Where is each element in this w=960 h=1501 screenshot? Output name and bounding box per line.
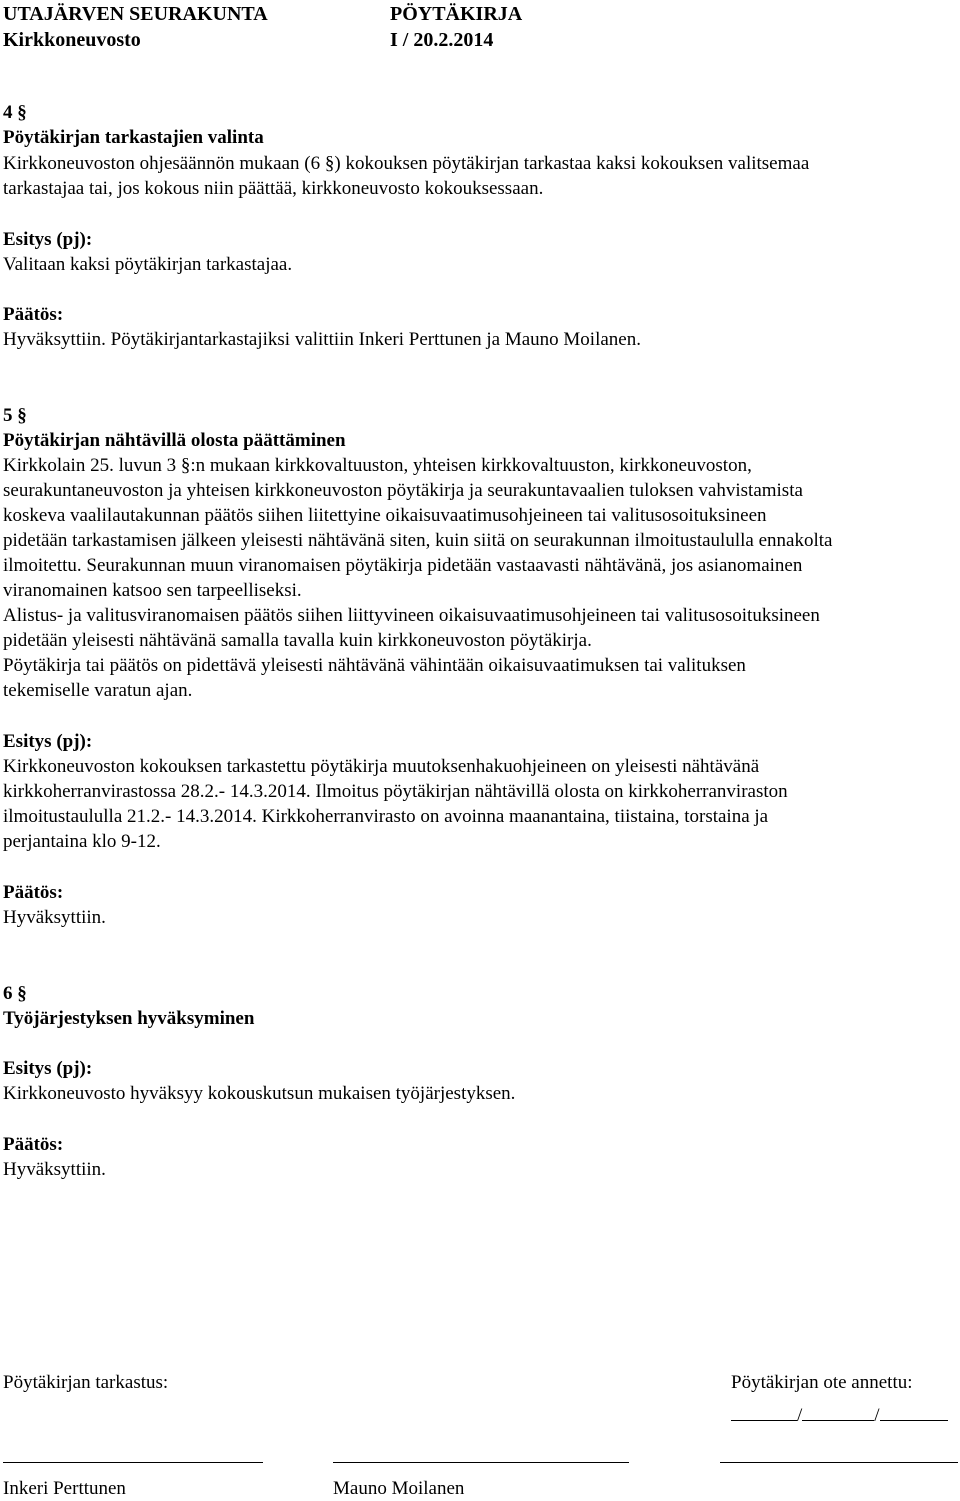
date-day-blank (731, 1406, 797, 1421)
section-paragraph-line: pidetään tarkastamisen jälkeen yleisesti nähtävänä siten, kuin siitä on seurakunnan ilmoitustaululla ennakolta (3, 530, 833, 551)
proposal-text: kirkkoherranvirastossa 28.2.- 14.3.2014. Ilmoitus pöytäkirjan nähtävillä olosta on kirkkoherranviraston (3, 781, 788, 802)
date-year-blank (880, 1406, 948, 1421)
org-name: UTAJÄRVEN SEURAKUNTA (3, 3, 268, 25)
proposal-text: Kirkkoneuvoston kokouksen tarkastettu pöytäkirja muutoksenhakuohjeineen on yleisesti nähtävänä (3, 756, 760, 777)
section-number: 4 § (3, 102, 27, 123)
date-separator: / (797, 1405, 803, 1426)
section-paragraph-line: tarkastajaa tai, jos kokous niin päättää, kirkkoneuvosto kokouksessaan. (3, 178, 544, 199)
section-paragraph-line: Alistus- ja valitusviranomaisen päätös siihen liittyvineen oikaisuvaatimusohjeineen tai valitusosoituksineen (3, 605, 820, 626)
review-label: Pöytäkirjan tarkastus: (3, 1372, 169, 1393)
decision-label: Päätös: (3, 882, 64, 903)
section-title: Pöytäkirjan tarkastajien valinta (3, 127, 264, 148)
section-paragraph-line: seurakuntaneuvoston ja yhteisen kirkkoneuvoston pöytäkirja ja seurakuntavaalien tuloksen vahvistamista (3, 480, 803, 501)
decision-label: Päätös: (3, 1134, 64, 1155)
proposal-text: ilmoitustaululla 21.2.- 14.3.2014. Kirkkoherranvirasto on avoinna maanantaina, tiistaina, torstaina ja (3, 806, 769, 827)
signature-line-2 (333, 1462, 629, 1463)
section-paragraph-line: Pöytäkirja tai päätös on pidettävä yleisesti nähtävänä vähintään oikaisuvaatimuksen tai valituksen (3, 655, 746, 676)
signer-1-name: Inkeri Perttunen (3, 1478, 126, 1499)
decision-label: Päätös: (3, 304, 64, 325)
section-paragraph-line: viranomainen katsoo sen tarpeelliseksi. (3, 580, 302, 601)
signature-line-1 (3, 1462, 263, 1463)
date-separator: / (874, 1405, 880, 1426)
proposal-text: perjantaina klo 9-12. (3, 831, 161, 852)
signature-line-3 (720, 1462, 958, 1463)
section-number: 5 § (3, 405, 27, 426)
section-paragraph-line: Kirkkolain 25. luvun 3 §:n mukaan kirkkovaltuuston, yhteisen kirkkovaltuuston, kirkkoneuvoston, (3, 455, 752, 476)
date-month-blank (802, 1406, 874, 1421)
extract-label: Pöytäkirjan ote annettu: (731, 1372, 913, 1393)
extract-date-blank (731, 1403, 948, 1428)
section-paragraph-line: ilmoitettu. Seurakunnan muun viranomaisen pöytäkirja pidetään vastaavasti nähtävänä, jos asianomainen (3, 555, 803, 576)
signer-2-name: Mauno Moilanen (333, 1478, 465, 1499)
section-title: Pöytäkirjan nähtävillä olosta päättäminen (3, 430, 346, 451)
section-title: Työjärjestyksen hyväksyminen (3, 1008, 255, 1029)
meeting-number: I / 20.2.2014 (390, 29, 494, 51)
section-number: 6 § (3, 983, 27, 1004)
decision-text: Hyväksyttiin. (3, 907, 106, 928)
proposal-text: Valitaan kaksi pöytäkirjan tarkastajaa. (3, 254, 293, 275)
body-name: Kirkkoneuvosto (3, 29, 141, 51)
decision-text: Hyväksyttiin. (3, 1159, 106, 1180)
section-paragraph-line: tekemiselle varatun ajan. (3, 680, 193, 701)
proposal-text: Kirkkoneuvosto hyväksyy kokouskutsun mukaisen työjärjestyksen. (3, 1083, 516, 1104)
section-paragraph-line: pidetään yleisesti nähtävänä samalla tavalla kuin kirkkoneuvoston pöytäkirja. (3, 630, 592, 651)
section-paragraph-line: koskeva vaalilautakunnan päätös siihen liitettyine oikaisuvaatimusohjeineen tai valitusosoituksineen (3, 505, 767, 526)
section-paragraph-line: Kirkkoneuvoston ohjesäännön mukaan (6 §) kokouksen pöytäkirjan tarkastaa kaksi kokouksen valitsemaa (3, 153, 810, 174)
proposal-label: Esitys (pj): (3, 1058, 93, 1079)
document-type: PÖYTÄKIRJA (390, 3, 523, 25)
proposal-label: Esitys (pj): (3, 731, 93, 752)
decision-text: Hyväksyttiin. Pöytäkirjantarkastajiksi valittiin Inkeri Perttunen ja Mauno Moilanen. (3, 329, 641, 350)
proposal-label: Esitys (pj): (3, 229, 93, 250)
